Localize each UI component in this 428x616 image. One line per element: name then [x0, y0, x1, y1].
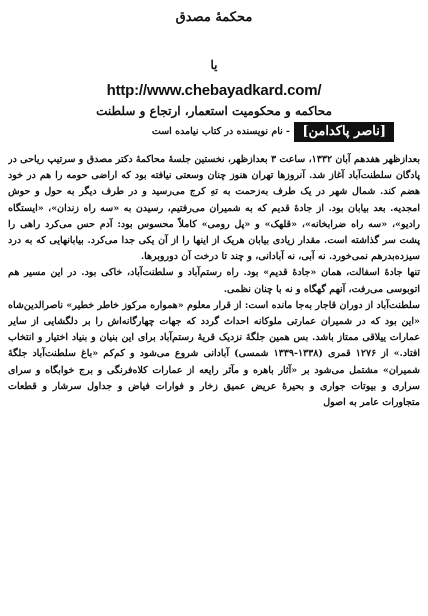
- author-line: [74, 122, 394, 144]
- paragraph: تنها جادهٔ اسفالت، همان «جادهٔ قدیم» بود. راه رستم‌آباد و سلطنت‌آباد، خاکی بود. در این مسیر هم اتوبوسی می‌رفت، آنهم گهگاه و نه با چنان نظمی.: [8, 267, 420, 295]
- website-url[interactable]: http://www.chebayadkard.com/: [106, 82, 322, 99]
- document-title: محکمهٔ مصدق: [175, 10, 253, 25]
- title-connector: یا: [210, 58, 218, 72]
- author-name: [ناصر پاکدامن]: [294, 122, 394, 142]
- paragraph: بعدازظهر هفدهم آبان ۱۳۳۲، ساعت ۳ بعدازظهر، نخستین جلسهٔ محاکمهٔ دکتر مصدق و سرتیپ ریاحی در پادگان سلطنت‌آباد آغاز شد. آنروزها تهران هنوز چنان وسعتی نیافته بود که اراضی حومه را هم در خود هضم کند. شمال شهر در یک طرف به‌زحمت به تهِ کرج می‌رسید و در طرف دیگر به حول و حوش امجدیه. بعد بیابان بود. از جادهٔ قدیم که به شمیران می‌رفتیم، رسیدن به «سه راه زندان»، «ایستگاه رادیو»، «سه راه ضرابخانه»، «قلهک» و «پل رومی» کاملاً محسوس بود: آدم حس می‌کرد راهی را پشت سر گذاشته است. مقدار زیادی بیابان هریک از اینها را از آن یکی جدا می‌کرد. بیابانهایی که به درد سیزده‌بدرهم نمی‌خورد. نه آبی، نه آبادانی، و چند تا درخت آن دوروبرها.: [8, 154, 420, 263]
- document-subtitle: محاکمه و محکومیت استعمار، ارتجاع و سلطنت: [96, 104, 332, 118]
- body-text: [8, 152, 420, 614]
- author-note: - نام نویسنده در کتاب نیامده است: [151, 126, 290, 137]
- paragraph: سلطنت‌آباد از دوران قاجار به‌جا مانده است: از قرار معلوم «همواره مرکوز خاطر خطیر» ناصرالدین‌شاه «این بود که در شمیران عمارتی ملوکانه احداث گردد که جهات چهارگانه‌اش را بر دلگشایی از سایر عمارات ییلاقی ممتاز باشد. بس همین جلگهٔ نزدیک قریهٔ رستم‌آباد برای این بنیان و بنیاد اختیار و انتخاب افتاد.» از ۱۲۷۶ قمری (۱۳۳۸-۱۳۳۹ شمسی) آبادانی شروع می‌شود و کم‌کم «باغ سلطنت‌آباد جلگهٔ شمیران» مشتمل می‌شود بر «آثار باهره و مآثر رایعه از عمارات کلاه‌فرنگی و برج خوابگاه و سرای سراری و بیوتات جواری و بحیرهٔ عریض عمیق زخار و فوارات فیاض و جداول سرشار و قطعات متجاورات عامر به اصول: [8, 299, 420, 409]
